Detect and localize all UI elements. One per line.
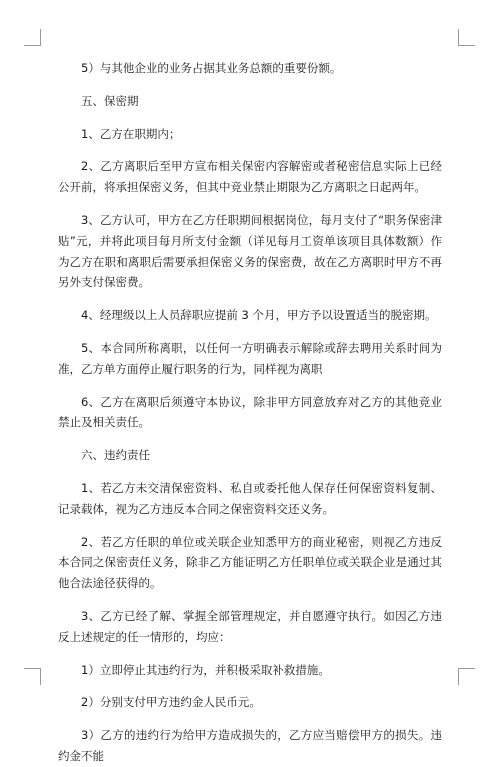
clause-4-item-5: 5）与其他企业的业务占据其业务总额的重要份额。 [81,61,342,75]
crop-mark-bottom-left [24,668,41,685]
crop-mark-bottom-right [458,668,475,685]
crop-mark-top-right [458,29,475,46]
clause-5-item-6: 6、乙方在离职后须遵守本协议，除非甲方同意放弃对乙方的其他竞业禁止及相关责任。 [58,394,442,430]
clause-5-item-5: 5、本合同所称离职，以任何一方明确表示解除或辞去聘用关系时间为准，乙方单方面停止履行职务的行为，同样视为离职 [58,340,442,376]
clause-6-sub-3: 3）乙方的违约行为给甲方造成损失的，乙方应当赔偿甲方的损失。违约金不能 [58,728,442,763]
document-body [58,58,442,767]
clause-6-sub-1: 1）立即停止其违约行为，并积极采取补救措施。 [81,662,330,677]
clause-5-item-2: 2、乙方离职后至甲方宣布相关保密内容解密或者秘密信息实际上已经公开前，将承担保密义务，但其中竞业禁止期限为乙方离职之日起两年。 [58,159,442,195]
clause-6-item-1: 1、若乙方未交清保密资料、私自或委托他人保存任何保密资料复制、记录载体，视为乙方违反本合同之保密资料交还义务。 [58,480,442,516]
clause-6-item-2: 2、若乙方任职的单位或关联企业知悉甲方的商业秘密，则视乙方违反本合同之保密责任义务，除非乙方能证明乙方任职单位或关联企业是通过其他合法途径获得的。 [58,534,442,591]
clause-6-item-3: 3、乙方已经了解、掌握全部管理规定，并自愿遵守执行。如因乙方违反上述规定的任一情形的，均应： [58,608,442,644]
clause-5-item-3: 3、乙方认可，甲方在乙方任职期间根据岗位，每月支付了“职务保密津贴”元，并将此项目每月所支付金额（详见每月工资单该项目具体数额）作为乙方在职和离职后需要承担保密义务的保密费，故在乙方离职时甲方不再另外支付保密费。 [58,212,442,290]
clause-5-item-4: 4、经理级以上人员辞职应提前 3 个月，甲方予以设置适当的脱密期。 [81,308,437,323]
section-heading-liability: 六、违约责任 [81,448,150,463]
clause-5-item-1: 1、乙方在职期内； [81,126,181,141]
clause-6-sub-2: 2）分别支付甲方违约金人民币元。 [81,695,261,710]
crop-mark-top-left [24,29,41,46]
section-heading-confidentiality-period: 五、保密期 [81,93,139,108]
